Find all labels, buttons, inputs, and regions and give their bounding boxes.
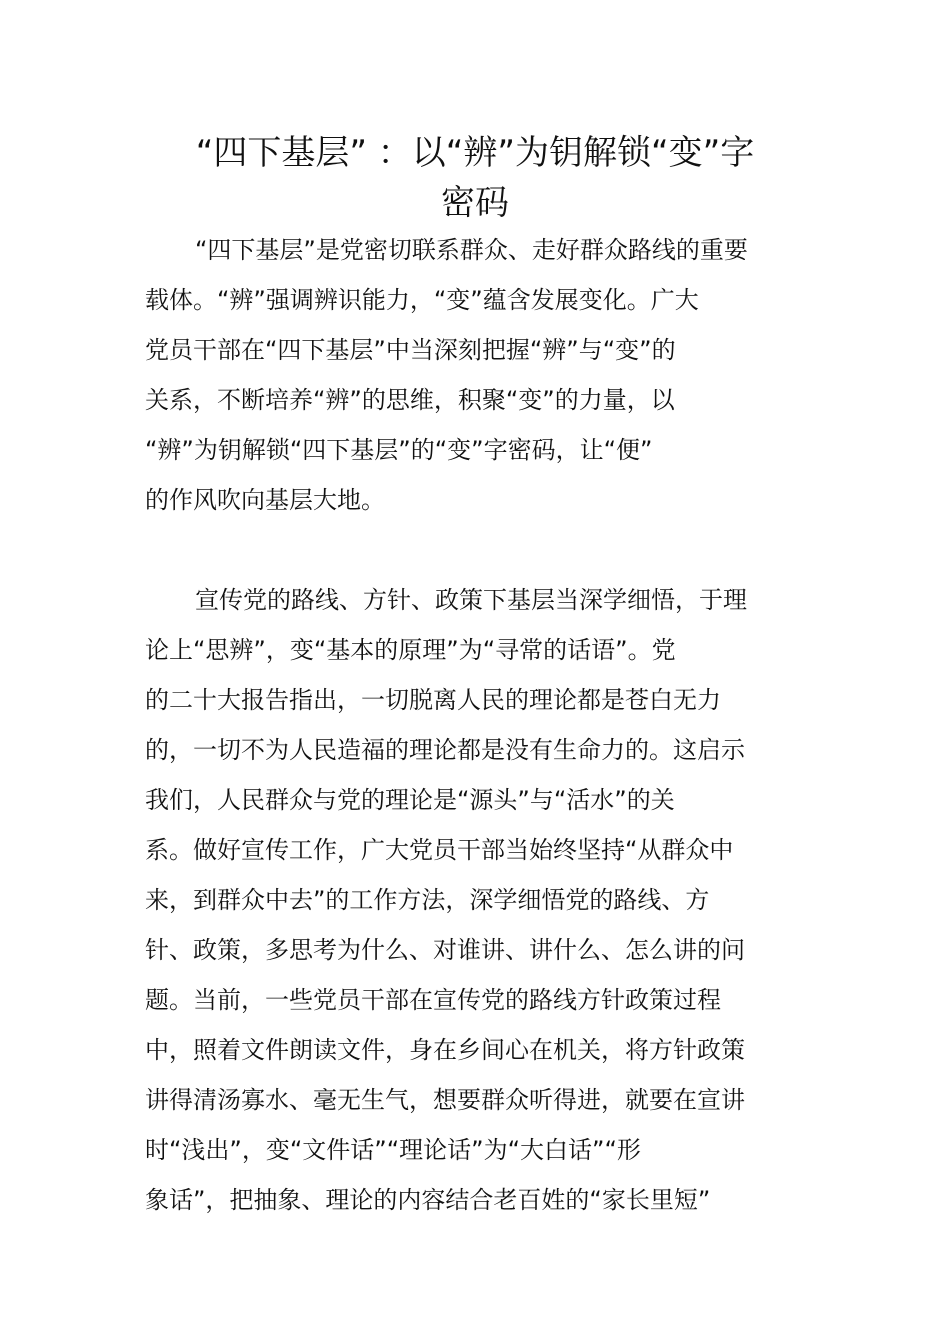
paragraph-line: “辨”为钥解锁“四下基层”的“变”字密码，让“便”: [145, 436, 653, 464]
paragraph-line: 系。做好宣传工作，广大党员干部当始终坚持“从群众中: [145, 836, 734, 864]
paragraph-line: 我们，人民群众与党的理论是“源头”与“活水”的关: [145, 786, 675, 814]
title-line: “四下基层” ：以“辨”为钥解锁“变”字: [195, 133, 755, 173]
paragraph-line: 象话”，把抽象、理论的内容结合老百姓的“家长里短”: [145, 1186, 711, 1214]
document-title: [140, 128, 810, 228]
paragraph-line: 关系，不断培养“辨”的思维，积聚“变”的力量，以: [145, 386, 675, 414]
paragraph-line: “四下基层”是党密切联系群众、走好群众路线的重要: [195, 236, 748, 264]
paragraph-line: 论上“思辨”，变“基本的原理”为“寻常的话语”。党: [145, 636, 676, 664]
paragraph-line: 来，到群众中去”的工作方法，深学细悟党的路线、方: [145, 886, 710, 914]
paragraph-line: 讲得清汤寡水、毫无生气，想要群众听得进，就要在宣讲: [145, 1086, 745, 1114]
paragraph-line: 党员干部在“四下基层”中当深刻把握“辨”与“变”的: [145, 336, 676, 364]
paragraph-line: 的作风吹向基层大地。: [145, 486, 385, 514]
paragraph-line: 宣传党的路线、方针、政策下基层当深学细悟，于理: [195, 586, 747, 614]
paragraph-line: 的二十大报告指出，一切脱离人民的理论都是苍白无力: [145, 686, 721, 714]
paragraph-line: 题。当前，一些党员干部在宣传党的路线方针政策过程: [145, 986, 721, 1014]
paragraph-line: 中，照着文件朗读文件，身在乡间心在机关，将方针政策: [145, 1036, 745, 1064]
title-line: 密码: [441, 183, 509, 223]
paragraph-line: 的，一切不为人民造福的理论都是没有生命力的。这启示: [145, 736, 745, 764]
intro-paragraph: [145, 225, 810, 525]
paragraph-line: 针、政策，多思考为什么、对谁讲、讲什么、怎么讲的问: [145, 936, 745, 964]
paragraph-line: 载体。“辨”强调辨识能力，“变”蕴含发展变化。广大: [145, 286, 699, 314]
paragraph-line: 时“浅出”，变“文件话”“理论话”为“大白话”“形: [145, 1136, 641, 1164]
body-paragraph: [145, 575, 810, 1225]
